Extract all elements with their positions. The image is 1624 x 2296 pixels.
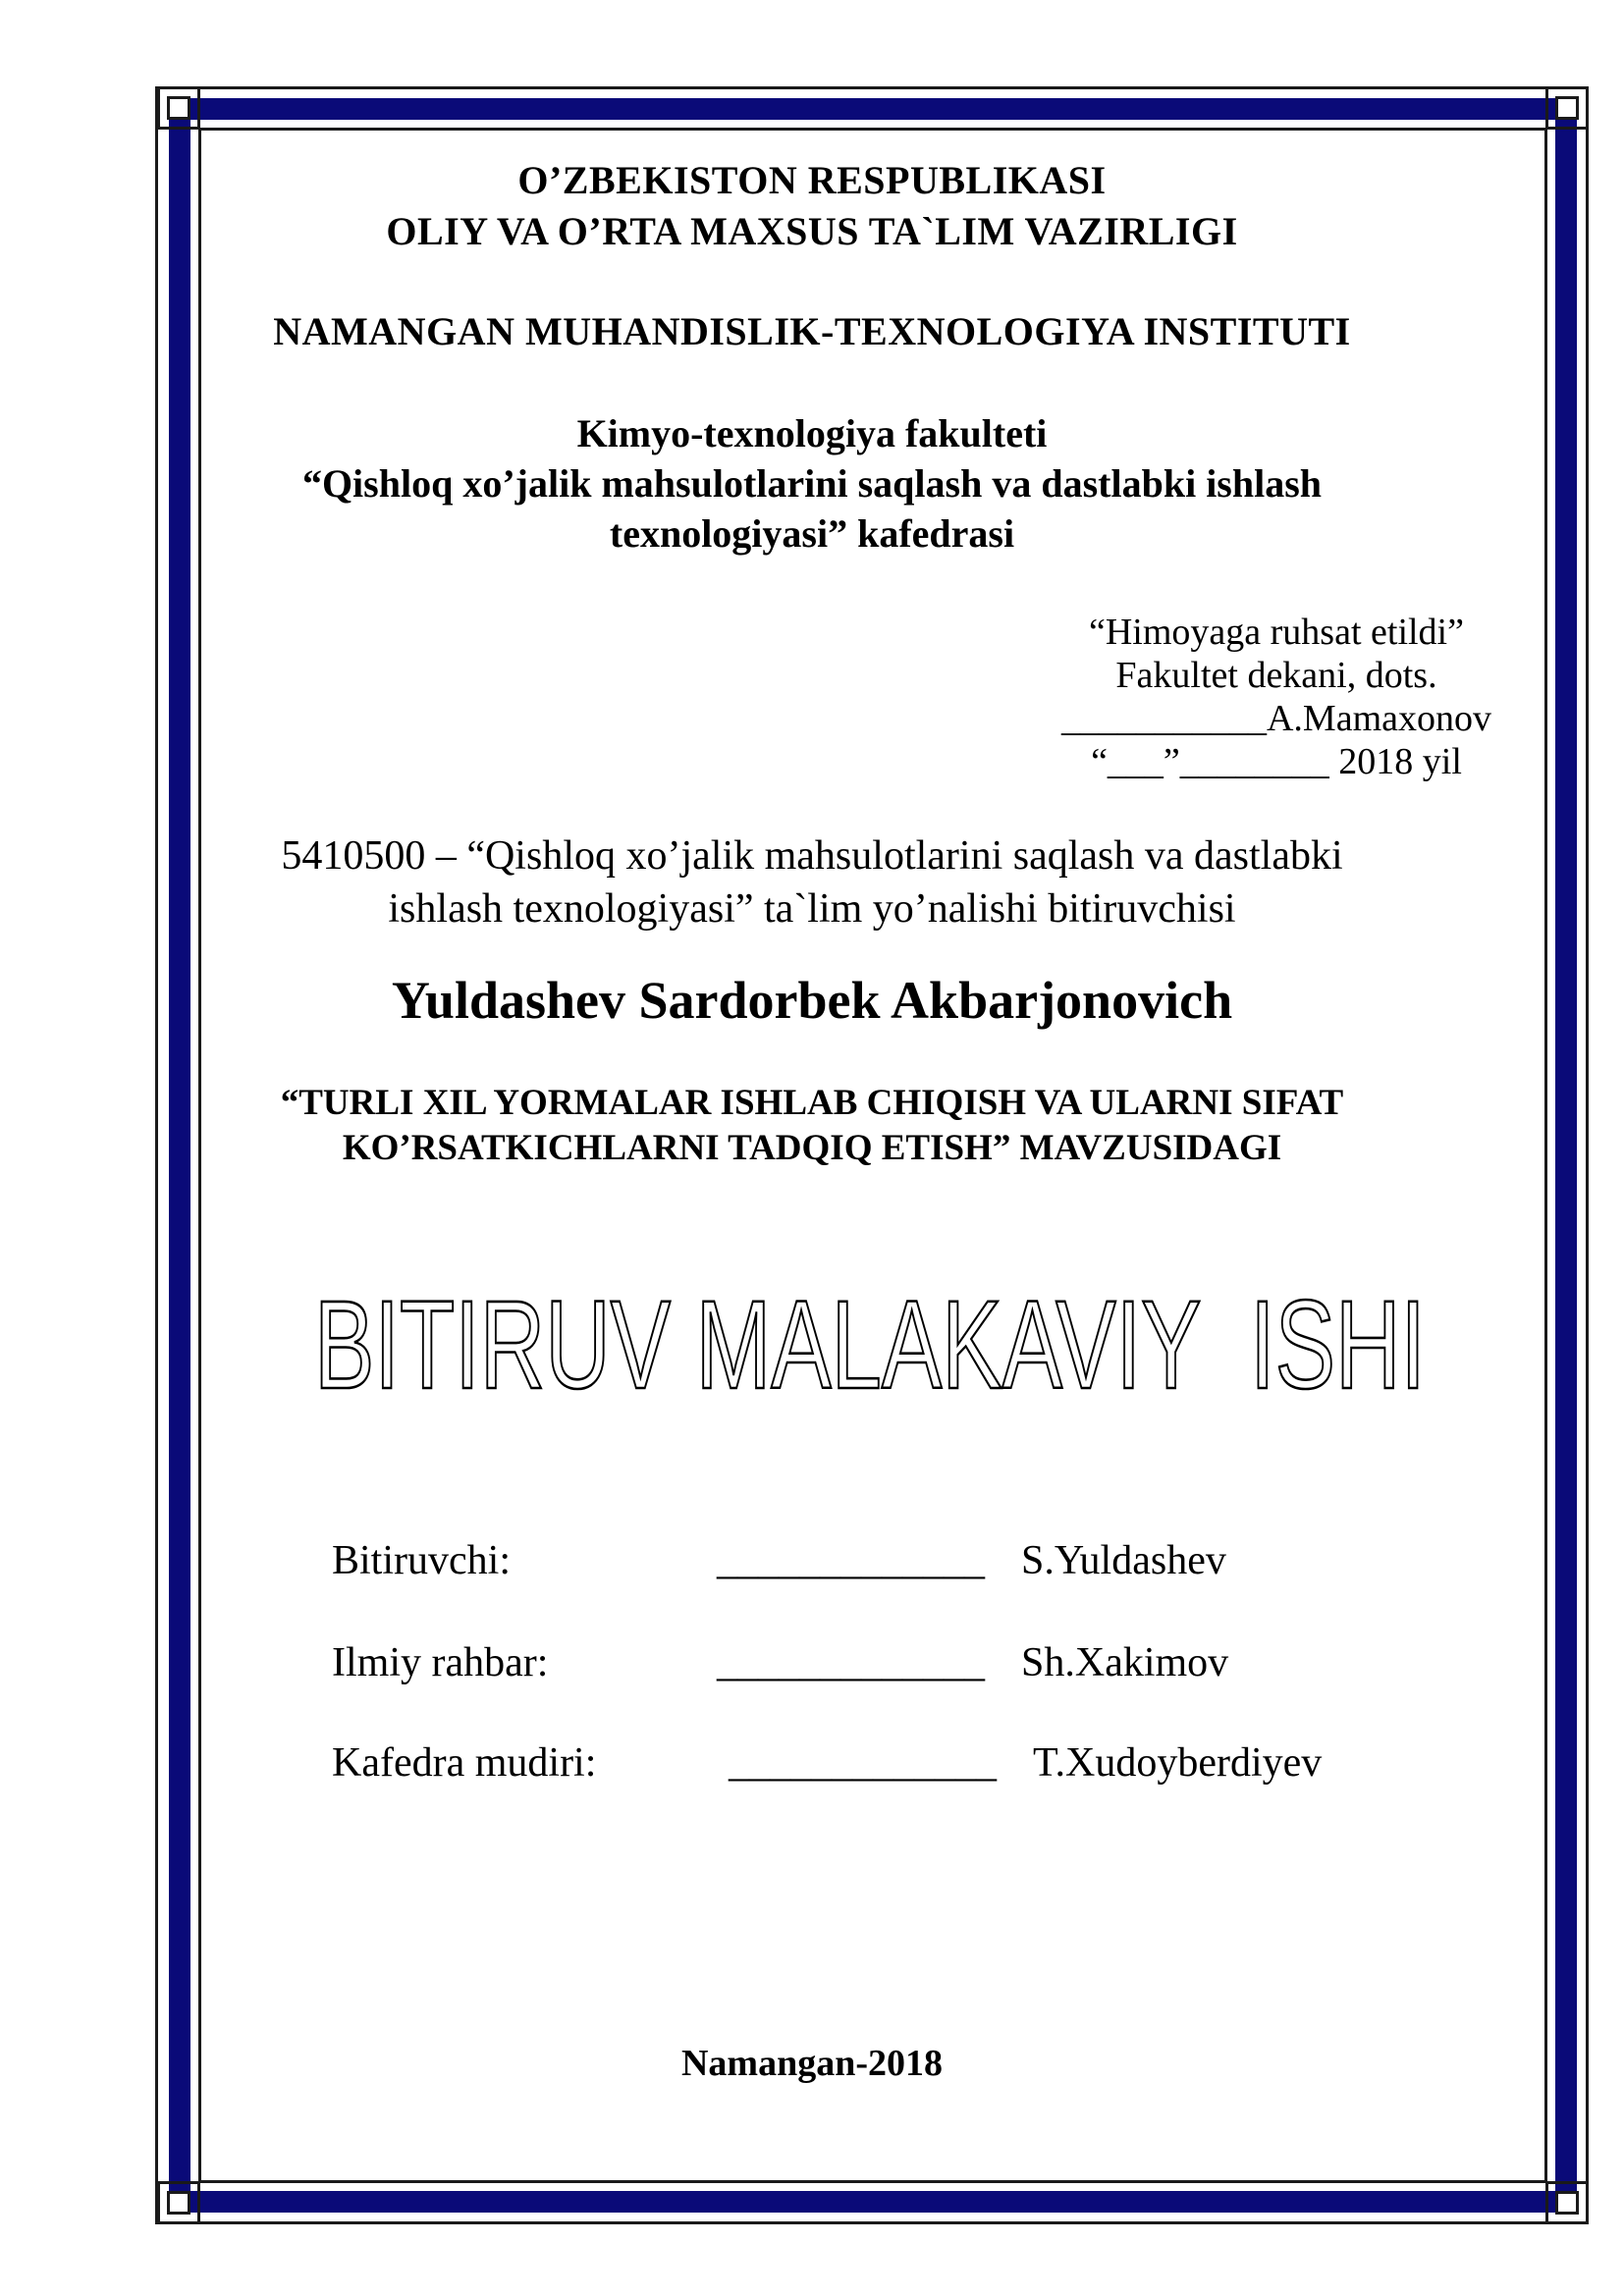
- approval-title: “Himoyaga ruhsat etildi”: [1089, 612, 1464, 653]
- signature-role: Bitiruvchi:: [332, 1538, 511, 1583]
- ministry-heading: OLIY VA O’RTA MAXSUS TA`LIM VAZIRLIGI: [386, 209, 1238, 253]
- signature-blank: _____________: [717, 1640, 985, 1685]
- faculty-name: Kimyo-texnologiya fakulteti: [576, 411, 1048, 455]
- department-name-line2: texnologiyasi” kafedrasi: [609, 511, 1015, 556]
- student-name: Yuldashev Sardorbek Akbarjonovich: [391, 971, 1233, 1030]
- frame-corner-ornament: [1545, 2181, 1589, 2224]
- approval-dean-signature: ___________A.Mamaxonov: [1060, 698, 1492, 739]
- signature-name: T.Xudoyberdiyev: [1033, 1740, 1323, 1786]
- work-type-title: BITIRUV MALAKAVIY ISHI: [314, 1276, 1426, 1414]
- signature-role: Kafedra mudiri:: [332, 1740, 597, 1786]
- frame-corner-ornament: [157, 2181, 200, 2224]
- signature-blank: _____________: [717, 1538, 985, 1583]
- topic-line2: KO’RSATKICHLARNI TADQIQ ETISH” MAVZUSIDAGI: [342, 1128, 1282, 1168]
- signature-row-graduate: [0, 1537, 1624, 1596]
- institute-heading: NAMANGAN MUHANDISLIK-TEXNOLOGIYA INSTITUTI: [273, 309, 1351, 353]
- signature-row-supervisor: [0, 1639, 1624, 1698]
- work-type-title-wordart: [314, 1276, 1434, 1414]
- frame-corner-ornament: [1545, 86, 1589, 130]
- frame-corner-ornament: [157, 86, 200, 130]
- approval-date: “___”________ 2018 yil: [1091, 741, 1462, 782]
- signature-name: Sh.Xakimov: [1021, 1640, 1229, 1685]
- specialty-line2: ishlash texnologiyasi” ta`lim yo’nalishi bitiruvchisi: [388, 886, 1236, 932]
- approval-dean-title: Fakultet dekani, dots.: [1115, 655, 1437, 696]
- specialty-line1: 5410500 – “Qishloq xo’jalik mahsulotlarini saqlash va dastlabki: [281, 833, 1343, 879]
- topic-line1: “TURLI XIL YORMALAR ISHLAB CHIQISH VA ULARNI SIFAT: [280, 1083, 1344, 1123]
- republic-heading: O’ZBEKISTON RESPUBLIKASI: [517, 158, 1107, 202]
- signature-role: Ilmiy rahbar:: [332, 1640, 549, 1685]
- signature-blank: _____________: [729, 1740, 997, 1786]
- signature-name: S.Yuldashev: [1021, 1538, 1226, 1583]
- signature-row-head-of-department: [0, 1739, 1624, 1798]
- department-name-line1: “Qishloq xo’jalik mahsulotlarini saqlash va dastlabki ishlash: [301, 461, 1323, 506]
- city-year-footer: Namangan-2018: [680, 2043, 944, 2084]
